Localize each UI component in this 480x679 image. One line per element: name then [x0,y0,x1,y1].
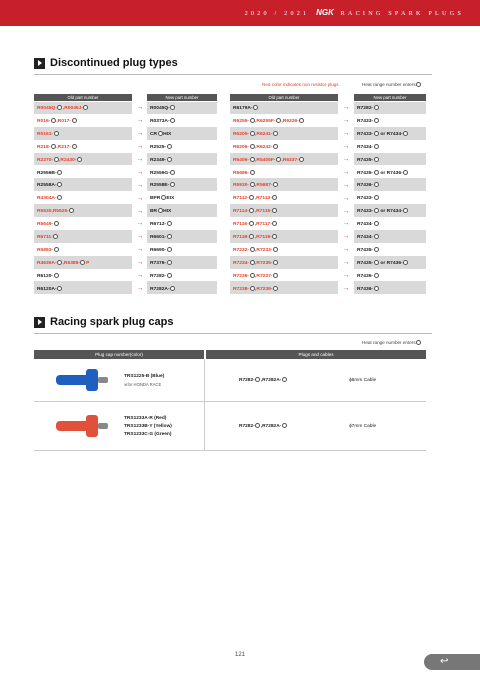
heat-range-circle-icon [272,195,277,200]
old-part-header-left: Old part number [34,94,132,101]
play-icon [34,317,45,328]
left-arrow-column [134,102,146,295]
arrow-right-icon: → [340,282,352,295]
old-part-cell: R218- ,R217- [34,141,132,154]
heat-range-circle-icon [57,105,62,110]
heat-range-circle-icon [57,195,62,200]
arrow-right-icon: → [340,257,352,270]
old-part-cell: R6255- ,R6255F- ,R6326- [230,115,338,128]
plugs-cables-header: Plugs and cables [206,350,426,359]
heat-range-circle-icon [167,144,172,149]
old-part-cell: R7234- ,R7235- [230,257,338,270]
new-part-cell: R7436- [354,270,426,283]
old-part-cell: R7116- ,R7117- [230,218,338,231]
cap-name: TRS1233A-R (Red) [124,415,167,421]
heat-range-circle-icon [374,170,379,175]
heat-range-circle-icon [249,195,254,200]
cap-subnote: ※for HONDA RACE [124,381,162,387]
heat-range-circle-icon [403,170,408,175]
heat-range-circle-icon [282,423,287,428]
heat-range-circle-icon [158,208,163,213]
heat-range-circle-icon [250,273,255,278]
back-button[interactable] [424,654,480,670]
arrow-right-icon: → [134,166,146,179]
heat-range-circle-icon [273,286,278,291]
play-icon [34,58,45,69]
new-part-cell: R7436- [354,179,426,192]
right-new-column [354,102,426,295]
heat-range-circle-icon [250,170,255,175]
heat-range-circle-icon [374,221,379,226]
old-part-cell: R2270- ,R2430- [34,154,132,167]
cap-name: TRS1233C-G (Green) [124,431,172,437]
arrow-right-icon: → [340,128,352,141]
old-part-header-right: Old part number [230,94,338,101]
heat-range-circle-icon [273,273,278,278]
heat-range-circle-icon [374,157,379,162]
heat-range-circle-icon [255,377,260,382]
old-part-cell: R7236- ,R7237- [230,270,338,283]
arrow-right-icon: → [134,218,146,231]
heat-range-circle-icon [250,247,255,252]
heat-range-circle-icon [161,195,166,200]
heat-range-circle-icon [299,118,304,123]
arrow-right-icon: → [134,270,146,283]
page-number: 121 [234,652,245,658]
arrow-right-icon: → [134,244,146,257]
new-part-cell: CR HIX [147,128,217,141]
header-text [245,8,464,17]
new-part-cell: R7433- [354,192,426,205]
heat-range-circle-icon [54,131,59,136]
new-part-header-left: New part number [147,94,217,101]
heat-range-circle-icon [403,260,408,265]
old-part-cell: R5930- ,R5687- [230,179,338,192]
left-new-column [147,102,217,295]
old-part-cell: R6206- ,R6242- [230,141,338,154]
heat-range-circle-icon [299,157,304,162]
heat-range-circle-icon [249,234,254,239]
heat-range-circle-icon [170,170,175,175]
compatible-plugs: R7282- ,R7282A- [239,377,329,383]
heat-range-circle-icon [167,273,172,278]
new-part-cell: R2556G- [147,166,217,179]
new-part-cell: R7433- or R7434- [354,128,426,141]
heat-range-circle-icon [51,118,56,123]
heat-range-circle-icon [272,234,277,239]
heat-range-circle-icon [276,157,281,162]
heat-range-circle-icon [54,273,59,278]
heat-range-circle-icon [167,247,172,252]
heat-range-circle-icon [57,286,62,291]
new-part-cell: R2558E- [147,179,217,192]
heat-range-circle-icon [54,157,59,162]
heat-range-circle-icon [374,131,379,136]
heat-range-circle-icon [374,105,379,110]
arrow-right-icon: → [134,257,146,270]
new-part-cell: R7435- [354,154,426,167]
heat-range-circle-icon [69,208,74,213]
cap-row [34,402,426,451]
heat-range-circle-icon [250,157,255,162]
heat-range-circle-icon [273,144,278,149]
arrow-right-icon: → [340,244,352,257]
old-part-cell: R7232- ,R7233- [230,244,338,257]
new-part-cell: R0373A- [147,115,217,128]
heat-range-circle-icon [273,131,278,136]
arrow-right-icon: → [134,102,146,115]
back-arrow-icon: ↩ [440,656,449,667]
right-arrow-column [340,102,352,295]
new-part-cell: BPR EIX [147,192,217,205]
heat-range-circle-icon [403,208,408,213]
heat-range-circle-icon [250,118,255,123]
arrow-right-icon: → [134,154,146,167]
heat-range-circle-icon [403,131,408,136]
old-part-cell: R6711- [34,231,132,244]
new-part-cell: R7282- [354,102,426,115]
heat-range-circle-icon [72,118,77,123]
old-part-cell: R5406- ,R5405F- ,R6337- [230,154,338,167]
heat-range-circle-icon [276,118,281,123]
new-part-cell: R7436- [354,282,426,295]
old-part-cell: R7118- ,R7119- [230,231,338,244]
heat-range-circle-icon [253,105,258,110]
old-part-cell: R0045Q- ,R0045J- [34,102,132,115]
arrow-right-icon: → [340,270,352,283]
old-part-cell: R4636A- ,R6385- P [34,257,132,270]
caps-rows [34,359,426,451]
heat-range-circle-icon [374,260,379,265]
new-part-cell: BR HIX [147,205,217,218]
new-part-cell: R7434- [354,231,426,244]
cable-size: ϕ7mm Cable [349,423,377,429]
new-part-cell: R7434- [354,141,426,154]
arrow-right-icon: → [340,192,352,205]
right-old-column [230,102,338,295]
heat-range-circle-icon [170,182,175,187]
new-part-cell: R2525- [147,141,217,154]
arrow-right-icon: → [340,231,352,244]
cable-size: ϕ8mm Cable [349,377,377,383]
arrow-right-icon: → [340,154,352,167]
new-part-cell: R7435- [354,244,426,257]
heat-range-circle-icon [170,118,175,123]
new-part-cell: R7433- [354,115,426,128]
header-bar [0,0,480,26]
divider [34,333,432,334]
arrow-right-icon: → [340,141,352,154]
new-part-cell: R7282- [147,270,217,283]
heat-range-circle-icon [57,182,62,187]
caps-heat-range-note: Heat range number enters [362,340,422,345]
old-part-cell: R6179A- [230,102,338,115]
cap-row [34,359,426,402]
heat-range-circle-icon [374,118,379,123]
new-part-header-right: New part number [354,94,426,101]
heat-range-circle-icon [83,105,88,110]
brand-logo: NGK [316,8,334,17]
arrow-right-icon: → [340,166,352,179]
divider [34,74,432,75]
heat-range-circle-icon [167,260,172,265]
new-part-cell: R6690- [147,244,217,257]
arrow-right-icon: → [340,179,352,192]
arrow-right-icon: → [340,205,352,218]
heat-range-circle-icon [374,234,379,239]
heat-range-circle-icon [273,260,278,265]
arrow-right-icon: → [134,141,146,154]
arrow-right-icon: → [134,192,146,205]
header-year: 2020 / 2021 [244,10,310,17]
heat-range-circle-icon [374,144,379,149]
old-part-cell: R6120- [34,270,132,283]
old-part-cell: R5649- [34,218,132,231]
cap-name: TRS1225-B (Blue) [124,373,165,379]
heat-range-circle-icon [374,247,379,252]
arrow-right-icon: → [134,205,146,218]
new-part-cell: R7435- or R7436- [354,166,426,179]
old-part-cell: R5530,R5525- [34,205,132,218]
cap-name: TRS1233B-Y (Yellow) [124,423,172,429]
new-part-cell: R7434- [354,218,426,231]
header-subtitle: RACING SPARK PLUGS [340,10,464,17]
heat-range-circle-icon [57,170,62,175]
old-part-cell: R6120A- [34,282,132,295]
heat-range-circle-icon [167,157,172,162]
heat-range-circle-icon [57,260,62,265]
old-part-cell: R5686- [230,166,338,179]
heat-range-circle-icon [273,247,278,252]
heat-range-circle-icon [158,131,163,136]
heat-range-circle-icon [167,234,172,239]
plug-cap-image [52,365,112,395]
new-part-cell: R2349- [147,154,217,167]
arrow-right-icon: → [340,115,352,128]
new-part-cell: R7282A- [147,282,217,295]
heat-range-circle-icon [80,260,85,265]
heat-range-circle-icon [374,286,379,291]
old-part-cell: R2558A- [34,179,132,192]
arrow-right-icon: → [340,218,352,231]
left-old-column [34,102,132,295]
heat-range-circle-icon [250,286,255,291]
new-part-cell: R6712- [147,218,217,231]
caps-table-header [34,350,426,359]
old-part-cell: R016- ,R017- [34,115,132,128]
heat-range-circle-icon [53,234,58,239]
new-part-cell: R7433- or R7434- [354,205,426,218]
heat-range-circle-icon [374,195,379,200]
heat-range-circle-icon [416,82,421,87]
old-part-cell: R0161- [34,128,132,141]
arrow-right-icon: → [340,102,352,115]
old-part-cell: R7112- ,R7113- [230,192,338,205]
caps-section-title [34,316,173,328]
heat-range-circle-icon [282,377,287,382]
heat-range-circle-icon [249,221,254,226]
new-part-cell: R7376- [147,257,217,270]
heat-range-circle-icon [170,105,175,110]
heat-range-circle-icon [255,423,260,428]
heat-range-circle-icon [273,182,278,187]
heat-range-circle-icon [72,144,77,149]
arrow-right-icon: → [134,231,146,244]
old-part-cell: R7114- ,R7115- [230,205,338,218]
plug-cap-header: Plug cap number(color) [34,350,204,359]
heat-range-circle-icon [77,157,82,162]
arrow-right-icon: → [134,282,146,295]
compatible-plugs: R7282- ,R7282A- [239,423,329,429]
new-part-cell: R6601- [147,231,217,244]
arrow-right-icon: → [134,179,146,192]
discontinued-title: Discontinued plug types [50,57,178,69]
old-part-cell: R2556B- [34,166,132,179]
plug-cap-image [52,411,112,441]
heat-range-circle-icon [54,221,59,226]
caps-title: Racing spark plug caps [50,316,174,328]
heat-range-note: Heat range number enters [362,82,422,87]
heat-range-circle-icon [250,144,255,149]
heat-range-circle-icon [170,286,175,291]
old-part-cell: R7238- ,R7239- [230,282,338,295]
heat-range-circle-icon [54,247,59,252]
heat-range-circle-icon [272,208,277,213]
old-part-cell: R6205- ,R6241- [230,128,338,141]
old-part-cell: R5883- [34,244,132,257]
heat-range-circle-icon [250,260,255,265]
new-part-cell: R0045Q- [147,102,217,115]
heat-range-circle-icon [272,221,277,226]
heat-range-circle-icon [374,273,379,278]
heat-range-circle-icon [374,182,379,187]
heat-range-circle-icon [167,221,172,226]
heat-range-circle-icon [374,208,379,213]
heat-range-circle-icon [416,340,421,345]
caps-table [34,350,426,451]
arrow-right-icon: → [134,115,146,128]
discontinued-section-title [34,57,178,69]
heat-range-circle-icon [249,208,254,213]
old-part-cell: R4304A- [34,192,132,205]
new-part-cell: R7435- or R7436- [354,257,426,270]
heat-range-circle-icon [51,144,56,149]
red-color-note: Red color indicates non resistor plugs. [262,82,340,87]
heat-range-circle-icon [250,131,255,136]
heat-range-circle-icon [250,182,255,187]
arrow-right-icon: → [134,128,146,141]
